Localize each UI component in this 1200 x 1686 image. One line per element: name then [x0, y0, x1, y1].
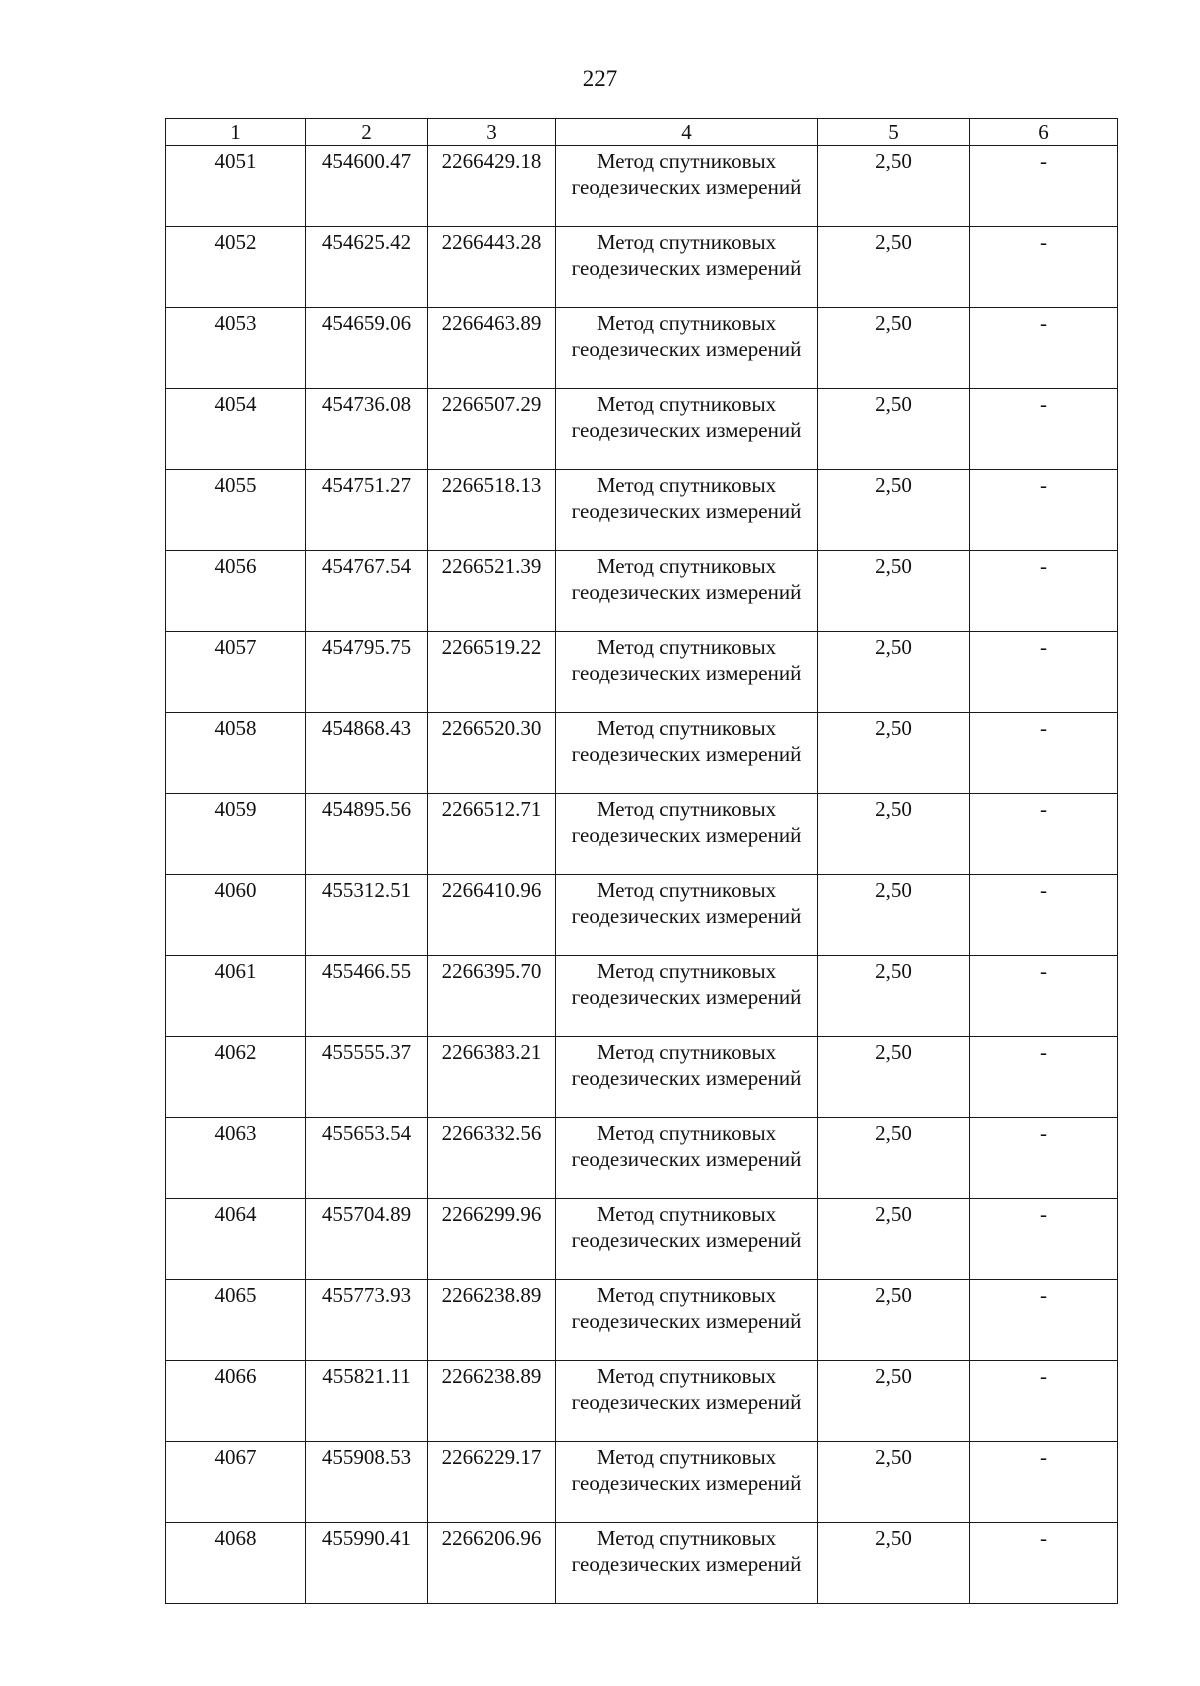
cell-coord-y: 2266238.89 — [428, 1361, 556, 1442]
table-row — [166, 875, 1118, 956]
cell-point-number: 4055 — [166, 470, 306, 551]
cell-accuracy: 2,50 — [818, 146, 970, 227]
cell-accuracy: 2,50 — [818, 308, 970, 389]
table-row — [166, 308, 1118, 389]
cell-method: Метод спутниковых геодезических измерений — [556, 632, 818, 713]
cell-coord-x: 455990.41 — [306, 1523, 428, 1604]
cell-point-number: 4059 — [166, 794, 306, 875]
cell-method: Метод спутниковых геодезических измерений — [556, 1361, 818, 1442]
cell-note: - — [970, 1199, 1118, 1280]
table-row — [166, 389, 1118, 470]
cell-note: - — [970, 227, 1118, 308]
cell-method: Метод спутниковых геодезических измерений — [556, 1280, 818, 1361]
cell-point-number: 4063 — [166, 1118, 306, 1199]
cell-method: Метод спутниковых геодезических измерений — [556, 308, 818, 389]
cell-coord-x: 454736.08 — [306, 389, 428, 470]
table-body — [166, 146, 1118, 1604]
cell-accuracy: 2,50 — [818, 632, 970, 713]
table-row — [166, 632, 1118, 713]
cell-coord-y: 2266507.29 — [428, 389, 556, 470]
cell-note: - — [970, 1361, 1118, 1442]
cell-coord-x: 454751.27 — [306, 470, 428, 551]
cell-coord-y: 2266238.89 — [428, 1280, 556, 1361]
cell-accuracy: 2,50 — [818, 1442, 970, 1523]
cell-point-number: 4061 — [166, 956, 306, 1037]
cell-point-number: 4060 — [166, 875, 306, 956]
cell-point-number: 4052 — [166, 227, 306, 308]
cell-note: - — [970, 551, 1118, 632]
cell-point-number: 4053 — [166, 308, 306, 389]
cell-accuracy: 2,50 — [818, 1037, 970, 1118]
header-col-3: 3 — [428, 119, 556, 146]
cell-note: - — [970, 1280, 1118, 1361]
cell-method: Метод спутниковых геодезических измерений — [556, 956, 818, 1037]
cell-coord-y: 2266299.96 — [428, 1199, 556, 1280]
cell-method: Метод спутниковых геодезических измерений — [556, 875, 818, 956]
header-col-2: 2 — [306, 119, 428, 146]
cell-method: Метод спутниковых геодезических измерений — [556, 1523, 818, 1604]
cell-method: Метод спутниковых геодезических измерений — [556, 227, 818, 308]
cell-accuracy: 2,50 — [818, 875, 970, 956]
cell-method: Метод спутниковых геодезических измерений — [556, 713, 818, 794]
cell-method: Метод спутниковых геодезических измерений — [556, 1199, 818, 1280]
cell-coord-y: 2266443.28 — [428, 227, 556, 308]
cell-accuracy: 2,50 — [818, 956, 970, 1037]
cell-point-number: 4056 — [166, 551, 306, 632]
cell-accuracy: 2,50 — [818, 713, 970, 794]
cell-method: Метод спутниковых геодезических измерений — [556, 1118, 818, 1199]
cell-accuracy: 2,50 — [818, 1280, 970, 1361]
table-row — [166, 1037, 1118, 1118]
cell-note: - — [970, 1523, 1118, 1604]
cell-note: - — [970, 389, 1118, 470]
cell-point-number: 4067 — [166, 1442, 306, 1523]
cell-coord-y: 2266395.70 — [428, 956, 556, 1037]
cell-coord-x: 454659.06 — [306, 308, 428, 389]
table-row — [166, 1199, 1118, 1280]
cell-coord-x: 455908.53 — [306, 1442, 428, 1523]
cell-coord-x: 454895.56 — [306, 794, 428, 875]
cell-accuracy: 2,50 — [818, 1523, 970, 1604]
cell-coord-x: 455821.11 — [306, 1361, 428, 1442]
cell-accuracy: 2,50 — [818, 551, 970, 632]
cell-coord-y: 2266512.71 — [428, 794, 556, 875]
cell-note: - — [970, 875, 1118, 956]
cell-note: - — [970, 713, 1118, 794]
cell-note: - — [970, 1037, 1118, 1118]
header-col-1: 1 — [166, 119, 306, 146]
cell-point-number: 4051 — [166, 146, 306, 227]
table-row — [166, 146, 1118, 227]
cell-coord-y: 2266429.18 — [428, 146, 556, 227]
header-col-4: 4 — [556, 119, 818, 146]
cell-coord-y: 2266521.39 — [428, 551, 556, 632]
cell-point-number: 4065 — [166, 1280, 306, 1361]
cell-coord-x: 454868.43 — [306, 713, 428, 794]
cell-point-number: 4066 — [166, 1361, 306, 1442]
cell-point-number: 4062 — [166, 1037, 306, 1118]
cell-coord-y: 2266229.17 — [428, 1442, 556, 1523]
cell-coord-x: 455555.37 — [306, 1037, 428, 1118]
table-row — [166, 956, 1118, 1037]
table-row — [166, 551, 1118, 632]
cell-method: Метод спутниковых геодезических измерений — [556, 794, 818, 875]
cell-coord-y: 2266518.13 — [428, 470, 556, 551]
cell-method: Метод спутниковых геодезических измерений — [556, 1037, 818, 1118]
cell-note: - — [970, 794, 1118, 875]
table-row — [166, 713, 1118, 794]
cell-coord-x: 455653.54 — [306, 1118, 428, 1199]
cell-coord-x: 455704.89 — [306, 1199, 428, 1280]
cell-point-number: 4058 — [166, 713, 306, 794]
cell-note: - — [970, 1442, 1118, 1523]
table-row — [166, 1442, 1118, 1523]
header-row — [166, 119, 1118, 146]
cell-method: Метод спутниковых геодезических измерений — [556, 389, 818, 470]
cell-accuracy: 2,50 — [818, 1118, 970, 1199]
cell-note: - — [970, 308, 1118, 389]
cell-coord-x: 454767.54 — [306, 551, 428, 632]
cell-coord-y: 2266520.30 — [428, 713, 556, 794]
cell-coord-x: 455312.51 — [306, 875, 428, 956]
cell-coord-y: 2266519.22 — [428, 632, 556, 713]
cell-accuracy: 2,50 — [818, 470, 970, 551]
table-row — [166, 1118, 1118, 1199]
cell-point-number: 4054 — [166, 389, 306, 470]
table-row — [166, 1523, 1118, 1604]
cell-method: Метод спутниковых геодезических измерений — [556, 551, 818, 632]
cell-coord-x: 455466.55 — [306, 956, 428, 1037]
cell-accuracy: 2,50 — [818, 1361, 970, 1442]
cell-coord-y: 2266463.89 — [428, 308, 556, 389]
cell-coord-x: 454625.42 — [306, 227, 428, 308]
cell-coord-x: 454795.75 — [306, 632, 428, 713]
cell-accuracy: 2,50 — [818, 794, 970, 875]
cell-note: - — [970, 146, 1118, 227]
cell-coord-y: 2266206.96 — [428, 1523, 556, 1604]
cell-point-number: 4068 — [166, 1523, 306, 1604]
cell-coord-x: 454600.47 — [306, 146, 428, 227]
header-col-6: 6 — [970, 119, 1118, 146]
table-row — [166, 227, 1118, 308]
table-header — [166, 119, 1118, 146]
cell-accuracy: 2,50 — [818, 389, 970, 470]
cell-accuracy: 2,50 — [818, 227, 970, 308]
cell-note: - — [970, 1118, 1118, 1199]
table-row — [166, 794, 1118, 875]
cell-coord-y: 2266410.96 — [428, 875, 556, 956]
table-row — [166, 1280, 1118, 1361]
cell-note: - — [970, 470, 1118, 551]
cell-coord-y: 2266332.56 — [428, 1118, 556, 1199]
cell-coord-y: 2266383.21 — [428, 1037, 556, 1118]
cell-note: - — [970, 632, 1118, 713]
cell-method: Метод спутниковых геодезических измерений — [556, 470, 818, 551]
coordinates-table — [165, 118, 1118, 1604]
page-number: 227 — [582, 66, 618, 91]
header-col-5: 5 — [818, 119, 970, 146]
cell-point-number: 4064 — [166, 1199, 306, 1280]
cell-method: Метод спутниковых геодезических измерений — [556, 1442, 818, 1523]
cell-method: Метод спутниковых геодезических измерений — [556, 146, 818, 227]
cell-note: - — [970, 956, 1118, 1037]
table-row — [166, 1361, 1118, 1442]
table-row — [166, 470, 1118, 551]
cell-accuracy: 2,50 — [818, 1199, 970, 1280]
cell-point-number: 4057 — [166, 632, 306, 713]
cell-coord-x: 455773.93 — [306, 1280, 428, 1361]
